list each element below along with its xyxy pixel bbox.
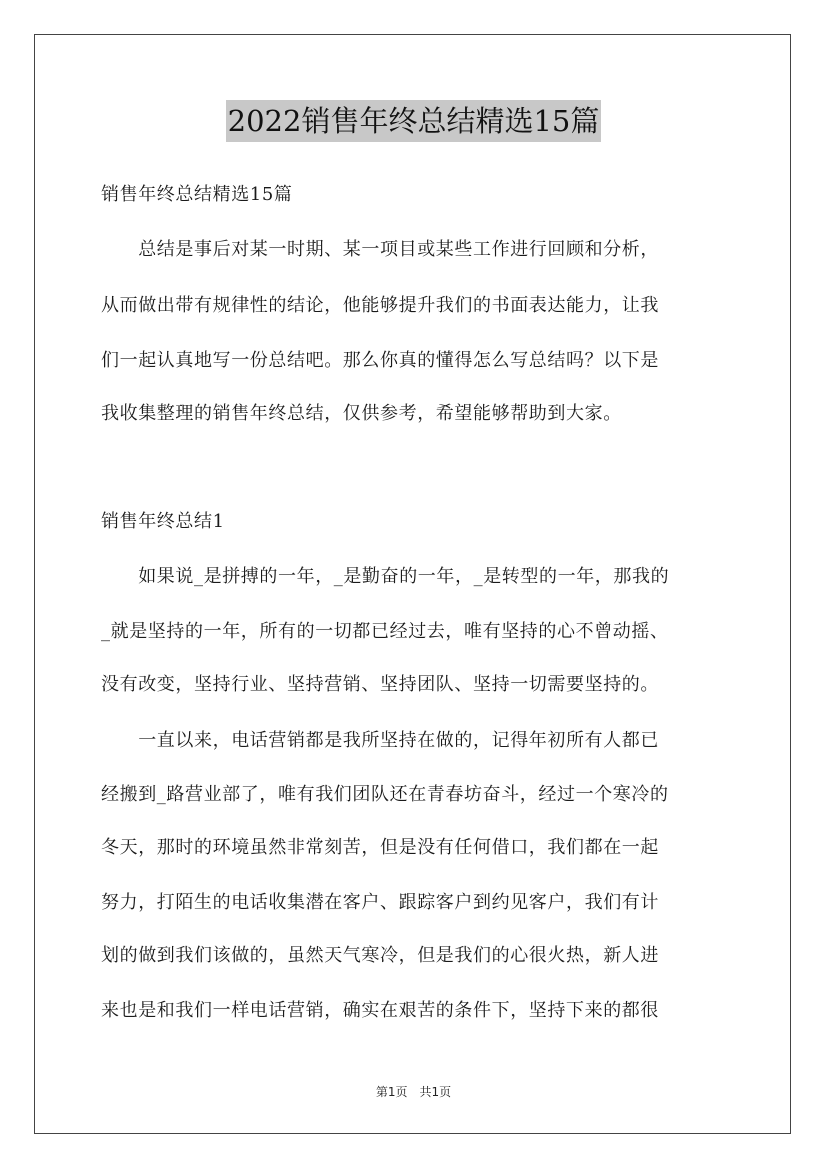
intro-line: 从而做出带有规律性的结论，他能够提升我们的书面表达能力，让我 (101, 295, 659, 316)
body-line: 冬天，那时的环境虽然非常刻苦，但是没有任何借口，我们都在一起 (101, 837, 659, 858)
title-container (0, 100, 827, 142)
body-line: 一直以来，电话营销都是我所坚持在做的，记得年初所有人都已 (101, 730, 659, 751)
body-line: 如果说_是拼搏的一年，_是勤奋的一年，_是转型的一年，那我的 (101, 566, 670, 587)
body-line: _就是坚持的一年，所有的一切都已经过去，唯有坚持的心不曾动摇、 (101, 621, 669, 642)
intro-line: 总结是事后对某一时期、某一项目或某些工作进行回顾和分析， (101, 239, 659, 260)
intro-line: 们一起认真地写一份总结吧。那么你真的懂得怎么写总结吗？以下是 (101, 350, 659, 371)
body-line: 来也是和我们一样电话营销，确实在艰苦的条件下，坚持下来的都很 (101, 1000, 659, 1021)
section-heading: 销售年终总结1 (101, 511, 225, 532)
body-line: 努力，打陌生的电话收集潜在客户、跟踪客户到约见客户，我们有计 (101, 892, 659, 913)
body-line: 经搬到_路营业部了，唯有我们团队还在青春坊奋斗，经过一个寒冷的 (101, 784, 669, 805)
document-title: 2022销售年终总结精选15篇 (226, 100, 602, 142)
page-footer: 第1页 共1页 (375, 1085, 452, 1099)
document-subtitle: 销售年终总结精选15篇 (101, 184, 293, 205)
intro-line: 我收集整理的销售年终总结，仅供参考，希望能够帮助到大家。 (101, 403, 622, 424)
body-line: 划的做到我们该做的，虽然天气寒冷，但是我们的心很火热，新人进 (101, 945, 659, 966)
body-line: 没有改变，坚持行业、坚持营销、坚持团队、坚持一切需要坚持的。 (101, 674, 659, 695)
